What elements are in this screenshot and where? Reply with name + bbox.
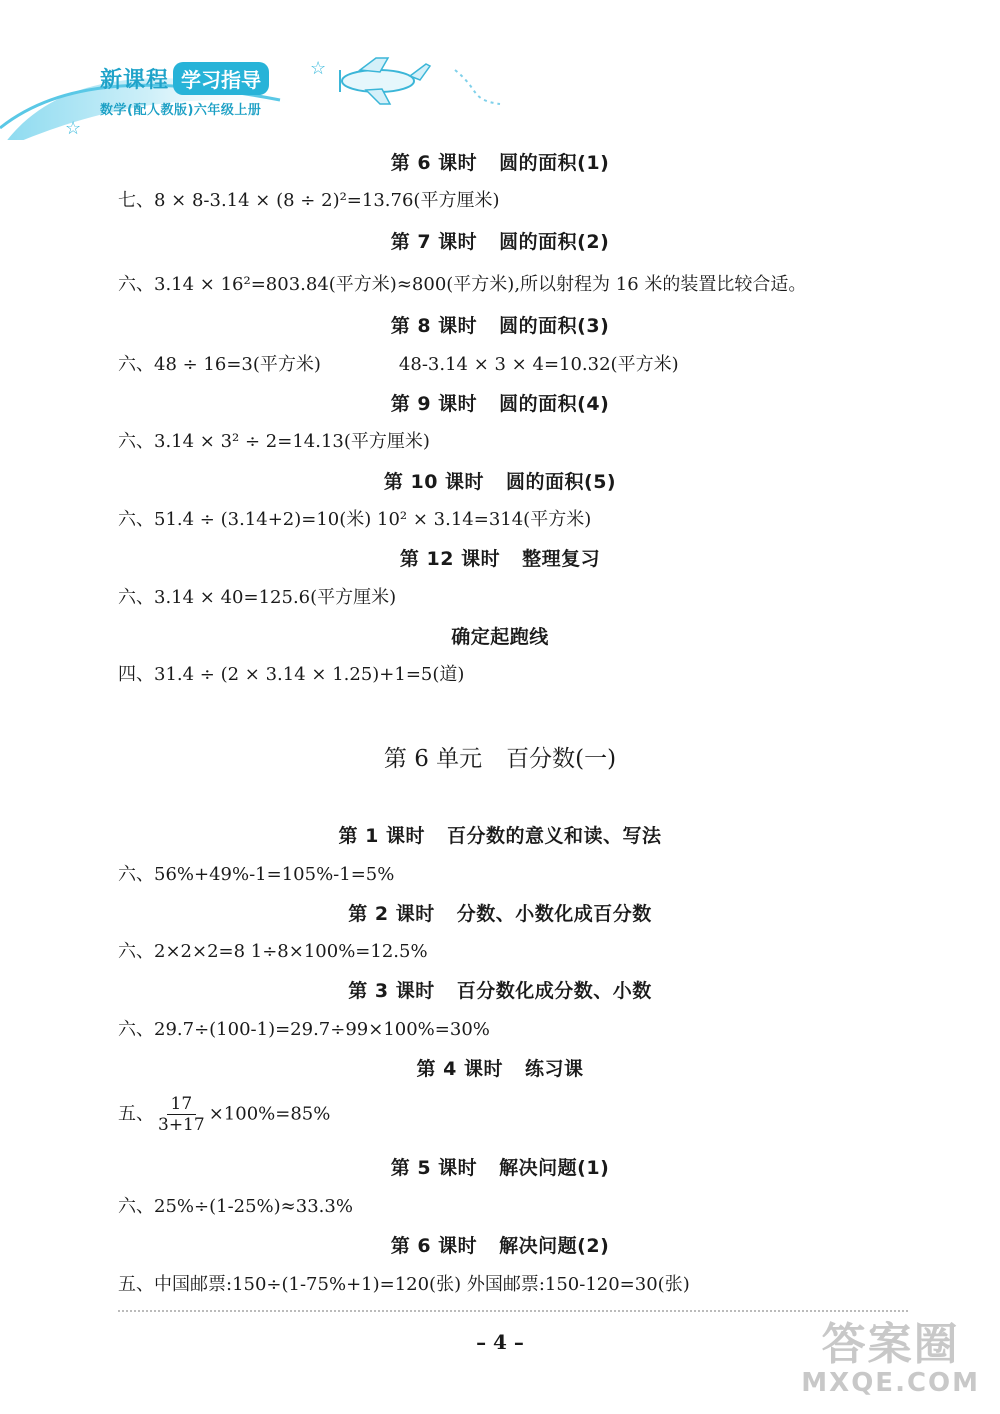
unit-title xyxy=(0,740,1000,773)
answer-line: 六、3.14 × 40=125.6(平方厘米) xyxy=(118,587,397,608)
unit-number: 第 6 单元 xyxy=(383,746,483,772)
answer-line: 六、3.14 × 16²=803.84(平方米)≈800(平方米),所以射程为 16 米的装置比较合适。 xyxy=(118,274,807,295)
star-icon: ☆ xyxy=(65,118,82,139)
lesson-topic: 圆的面积(2) xyxy=(499,231,610,253)
lesson-number: 第 5 课时 xyxy=(390,1157,478,1179)
book-subtitle: 数学(配人教版)六年级上册 xyxy=(100,103,262,118)
lesson-number: 第 6 课时 xyxy=(390,1235,478,1257)
lesson-heading xyxy=(0,148,1000,175)
answer-line: 六、3.14 × 3² ÷ 2=14.13(平方厘米) xyxy=(118,431,430,452)
answer-line: 七、8 × 8-3.14 × (8 ÷ 2)²=13.76(平方厘米) xyxy=(118,190,500,211)
lesson-topic: 百分数的意义和读、写法 xyxy=(446,825,662,847)
lesson-heading xyxy=(0,976,1000,1003)
star-icon: ☆ xyxy=(310,58,327,79)
answer-prefix: 五、 xyxy=(118,1103,154,1125)
lesson-number: 第 8 课时 xyxy=(390,315,478,337)
lesson-number: 第 3 课时 xyxy=(348,980,435,1002)
lesson-topic: 解决问题(2) xyxy=(499,1235,610,1257)
lesson-topic: 确定起跑线 xyxy=(451,626,549,648)
brand-tag: 学习指导 xyxy=(173,62,269,95)
lesson-topic: 练习课 xyxy=(524,1058,584,1080)
lesson-heading xyxy=(0,544,1000,571)
page-header xyxy=(0,0,1000,140)
lesson-number: 第 9 课时 xyxy=(390,393,478,415)
lesson-number: 第 2 课时 xyxy=(348,903,435,925)
footer-divider xyxy=(118,1310,908,1312)
lesson-topic: 圆的面积(3) xyxy=(499,315,610,337)
answer-part: 六、48 ÷ 16=3(平方米) xyxy=(118,354,321,375)
lesson-heading xyxy=(0,311,1000,338)
airplane-icon xyxy=(330,56,440,106)
answer-line xyxy=(118,350,679,376)
fraction-denominator: 3+17 xyxy=(158,1115,205,1135)
answer-suffix: ×100%=85% xyxy=(208,1103,331,1125)
fraction xyxy=(154,1094,209,1135)
page-number: – 4 – xyxy=(476,1330,524,1354)
lesson-topic: 圆的面积(1) xyxy=(499,152,610,174)
lesson-number: 第 10 课时 xyxy=(383,471,485,493)
lesson-topic: 分数、小数化成百分数 xyxy=(456,903,652,925)
answer-line: 四、31.4 ÷ (2 × 3.14 × 1.25)+1=5(道) xyxy=(118,664,465,685)
lesson-topic: 解决问题(1) xyxy=(499,1157,610,1179)
fraction-numerator: 17 xyxy=(167,1094,197,1115)
watermark-text: 答案圈 xyxy=(821,1319,960,1370)
lesson-topic: 圆的面积(5) xyxy=(506,471,617,493)
answer-part: 48-3.14 × 3 × 4=10.32(平方米) xyxy=(398,354,679,375)
watermark-url: MXQE.COM xyxy=(801,1368,980,1398)
lesson-heading xyxy=(0,389,1000,416)
lesson-heading xyxy=(0,622,1000,649)
brand-title: 新课程 xyxy=(100,68,170,93)
lesson-heading xyxy=(0,1054,1000,1081)
lesson-number: 第 4 课时 xyxy=(416,1058,503,1080)
lesson-heading xyxy=(0,821,1000,848)
lesson-topic: 整理复习 xyxy=(522,548,601,570)
lesson-number: 第 1 课时 xyxy=(338,825,425,847)
lesson-topic: 圆的面积(4) xyxy=(499,393,610,415)
lesson-heading xyxy=(0,467,1000,494)
answer-line: 六、56%+49%-1=105%-1=5% xyxy=(118,864,395,885)
lesson-number: 第 7 课时 xyxy=(390,231,478,253)
answer-line xyxy=(118,1094,330,1135)
answer-line: 六、2×2×2=8 1÷8×100%=12.5% xyxy=(118,941,428,962)
lesson-heading xyxy=(0,1231,1000,1258)
lesson-number: 第 12 课时 xyxy=(399,548,501,570)
answer-line: 六、25%÷(1-25%)≈33.3% xyxy=(118,1196,353,1217)
lesson-topic: 百分数化成分数、小数 xyxy=(456,980,652,1002)
answer-line: 六、51.4 ÷ (3.14+2)=10(米) 10² × 3.14=314(平方米) xyxy=(118,509,592,530)
unit-name: 百分数(一) xyxy=(506,746,617,772)
watermark-logo xyxy=(801,1319,980,1398)
answer-line: 五、中国邮票:150÷(1-75%+1)=120(张) 外国邮票:150-120=30(张) xyxy=(118,1274,690,1295)
answer-line: 六、29.7÷(100-1)=29.7÷99×100%=30% xyxy=(118,1019,490,1040)
lesson-heading xyxy=(0,227,1000,254)
brand-logo xyxy=(100,62,269,118)
lesson-number: 第 6 课时 xyxy=(390,152,478,174)
lesson-heading xyxy=(0,1153,1000,1180)
lesson-heading xyxy=(0,899,1000,926)
